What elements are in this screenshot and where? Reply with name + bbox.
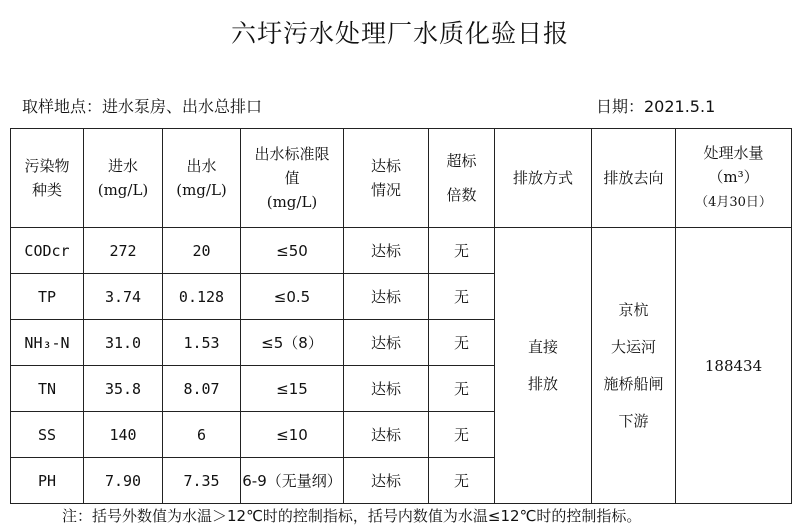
pollutant-name: CODcr [11,228,84,274]
pollutant-name: TP [11,274,84,320]
exceed-value: 无 [429,228,495,274]
effluent-value: 8.07 [163,366,241,412]
footnote: 注：括号外数值为水温＞12℃时的控制指标，括号内数值为水温≤12℃时的控制指标。 [62,507,642,525]
effluent-value: 0.128 [163,274,241,320]
influent-value: 3.74 [84,274,163,320]
exceed-value: 无 [429,366,495,412]
limit-value: 6-9（无量纲） [241,458,344,504]
compliance-value: 达标 [344,228,429,274]
compliance-value: 达标 [344,320,429,366]
exceed-value: 无 [429,320,495,366]
influent-value: 35.8 [84,366,163,412]
limit-value: ≤5（8） [241,320,344,366]
limit-value: ≤15 [241,366,344,412]
header-influent: 进水 (mg/L) [84,129,163,228]
header-discharge-dest: 排放去向 [592,129,676,228]
effluent-value: 20 [163,228,241,274]
compliance-value: 达标 [344,274,429,320]
exceed-value: 无 [429,412,495,458]
influent-value: 272 [84,228,163,274]
table-row [11,228,792,274]
pollutant-name: PH [11,458,84,504]
effluent-value: 6 [163,412,241,458]
discharge-dest-cell: 京杭 大运河 施桥船闸 下游 [592,228,676,504]
limit-value: ≤10 [241,412,344,458]
header-row [11,129,792,228]
header-volume: 处理水量 （m³） （4月30日） [676,129,792,228]
discharge-method-cell: 直接 排放 [495,228,592,504]
header-pollutant: 污染物种类 [11,129,84,228]
exceed-value: 无 [429,274,495,320]
treated-volume: 188434 [676,228,792,504]
exceed-value: 无 [429,458,495,504]
effluent-value: 1.53 [163,320,241,366]
sampling-location: 取样地点：进水泵房、出水总排口 [22,97,263,116]
influent-value: 140 [84,412,163,458]
compliance-value: 达标 [344,412,429,458]
header-effluent: 出水 (mg/L) [163,129,241,228]
influent-value: 31.0 [84,320,163,366]
header-compliance: 达标情况 [344,129,429,228]
influent-value: 7.90 [84,458,163,504]
header-discharge-method: 排放方式 [495,129,592,228]
compliance-value: 达标 [344,458,429,504]
report-date: 日期：2021.5.1 [596,97,716,116]
compliance-value: 达标 [344,366,429,412]
header-exceed: 超标倍数 [429,129,495,228]
header-limit: 出水标准限值 (mg/L) [241,129,344,228]
water-quality-table [10,128,792,504]
effluent-value: 7.35 [163,458,241,504]
pollutant-name: NH₃-N [11,320,84,366]
report-title: 六圩污水处理厂水质化验日报 [230,19,569,48]
limit-value: ≤50 [241,228,344,274]
limit-value: ≤0.5 [241,274,344,320]
pollutant-name: TN [11,366,84,412]
pollutant-name: SS [11,412,84,458]
